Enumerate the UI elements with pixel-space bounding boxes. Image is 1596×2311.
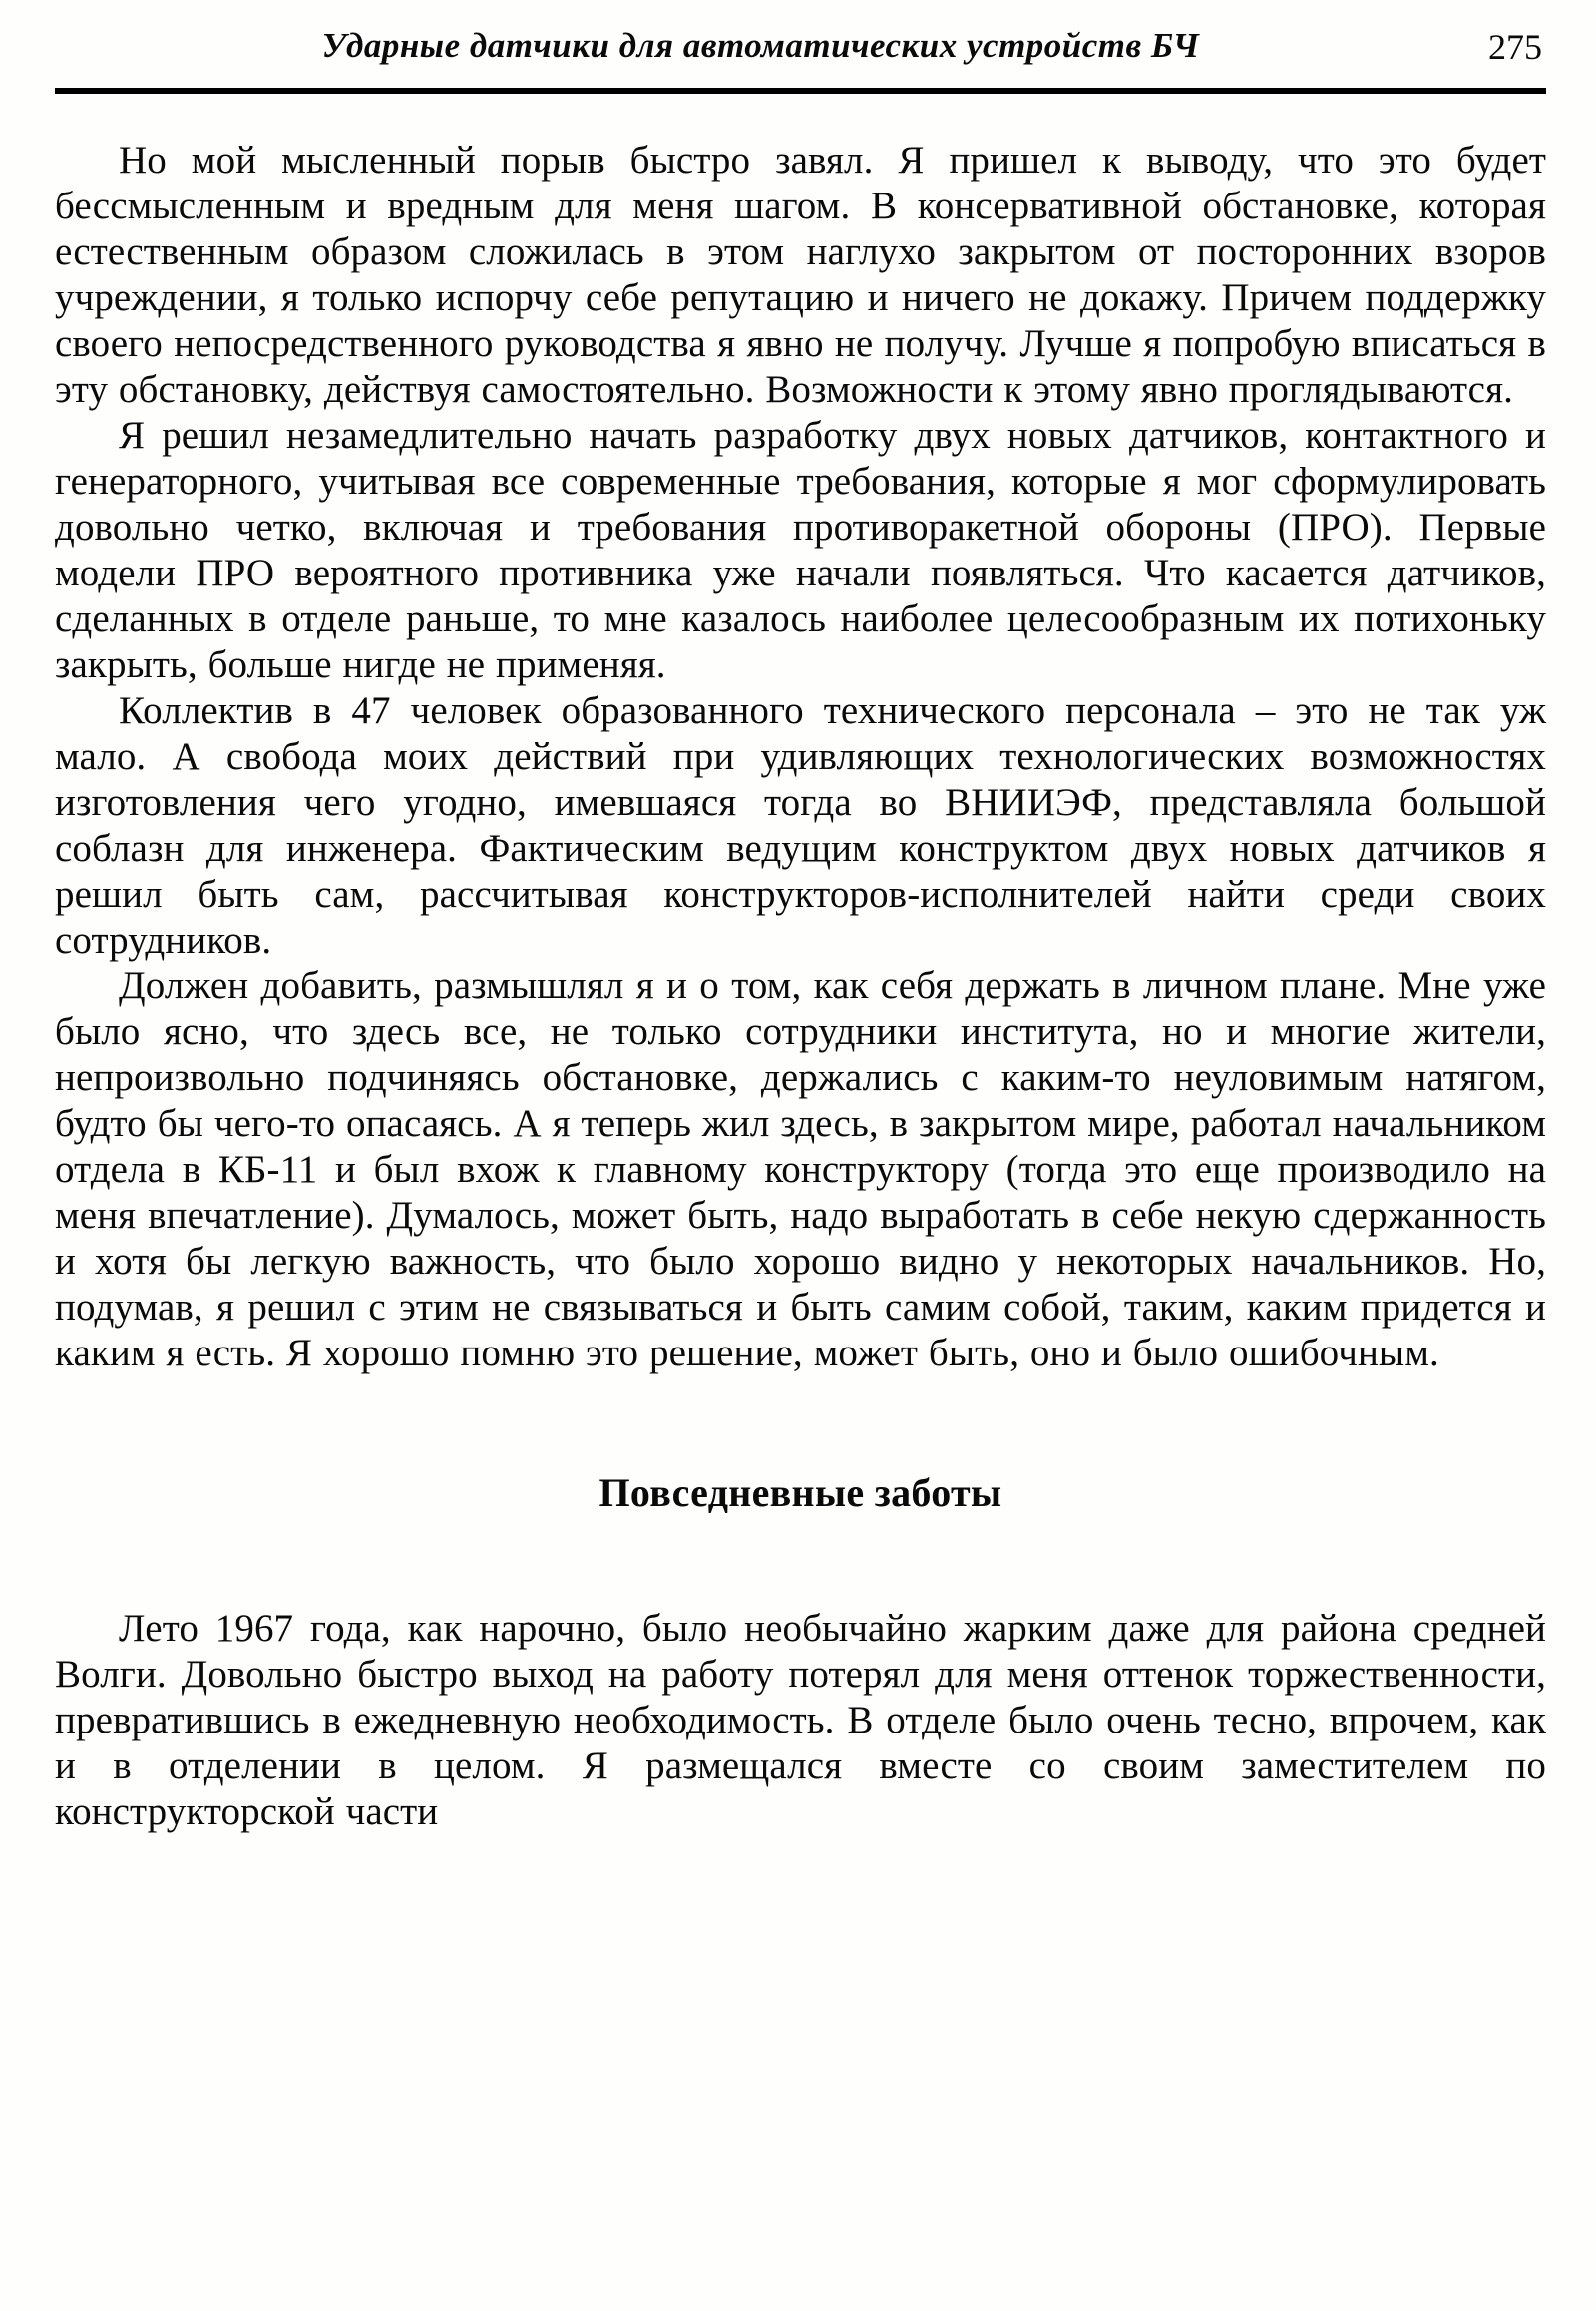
header-rule — [55, 88, 1546, 94]
page-header — [55, 26, 1546, 76]
page-body — [55, 138, 1546, 1835]
paragraph: Должен добавить, размышлял я и о том, как себя держать в личном плане. Мне уже было ясно, что здесь все, не только сотрудники института, но и многие жители, непроизвольно подчиняясь обстановке, держались с каким-то неуловимым натягом, будто бы чего-то опасаясь. А я теперь жил здесь, в закрытом мире, работал начальником отдела в КБ-11 и был вхож к главному конструктору (тогда это еще производило на меня впечатление). Думалось, может быть, надо выработать в себе некую сдержанность и хотя бы легкую важность, что было хорошо видно у некоторых начальников. Но, подумав, я решил с этим не связываться и быть самим собой, таким, каким придется и каким я есть. Я хорошо помню это решение, может быть, оно и было ошибочным. — [55, 964, 1546, 1374]
paragraph: Но мой мысленный порыв быстро завял. Я пришел к выводу, что это будет бессмысленным и вредным для меня шагом. В консервативной обстановке, которая естественным образом сложилась в этом наглухо закрытом от посторонних взоров учреждении, я только испорчу себе репутацию и ничего не докажу. Причем поддержку своего непосредственного руководства я явно не получу. Лучше я попробую вписаться в эту обстановку, действуя самостоятельно. Возможности к этому явно проглядываются. — [55, 139, 1546, 411]
paragraph: Лето 1967 года, как нарочно, было необычайно жарким даже для района средней Волги. Довольно быстро выход на работу потерял для меня оттенок торжественности, превратившись в ежедневную необходимость. В отделе было очень тесно, впрочем, как и в отделении в целом. Я размещался вместе со своим заместителем по конструкторской части — [55, 1607, 1546, 1833]
paragraph: Коллектив в 47 человек образованного технического персонала – это не так уж мало. А свобода моих действий при удивляющих технологических возможностях изготовления чего угодно, имевшаяся тогда во ВНИИЭФ, представляла большой соблазн для инженера. Фактическим ведущим конструктом двух новых датчиков я решил быть сам, рассчитывая конструкторов-исполнителей найти среди своих сотрудников. — [55, 689, 1546, 962]
running-head-title: Ударные датчики для автоматических устройств БЧ — [321, 26, 1200, 65]
paragraph: Я решил незамедлительно начать разработку двух новых датчиков, контактного и генераторного, учитывая все современные требования, которые я мог сформулировать довольно четко, включая и требования противоракетной обороны (ПРО). Первые модели ПРО вероятного противника уже начали появляться. Что касается датчиков, сделанных в отделе раньше, то мне казалось наиболее целесообразным их потихоньку закрыть, больше нигде не применяя. — [55, 414, 1546, 686]
section-heading: Повседневные заботы — [598, 1470, 1002, 1515]
page-number: 275 — [1488, 27, 1542, 67]
